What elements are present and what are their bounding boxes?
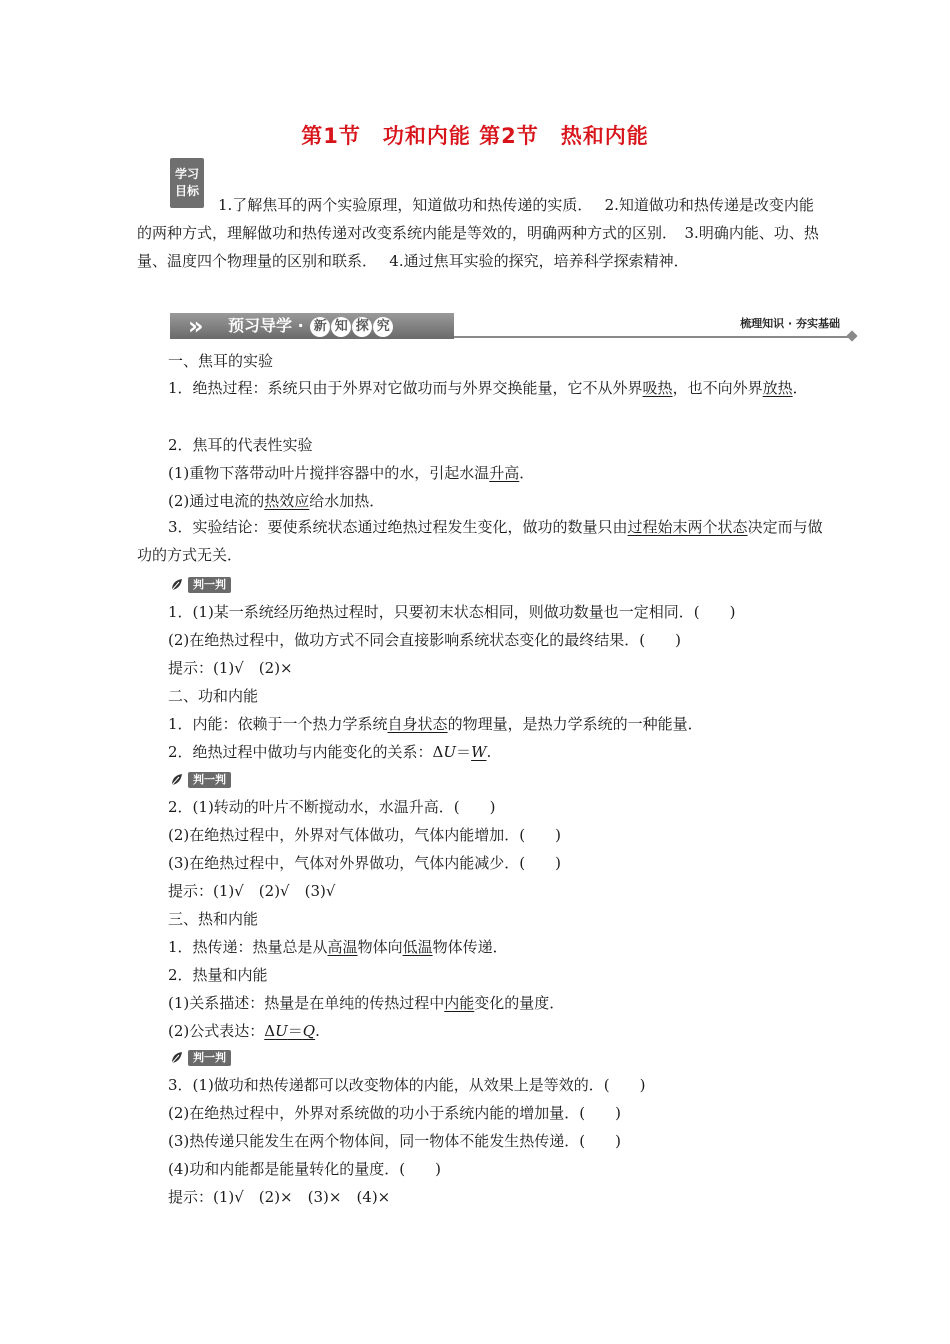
question: (3)在绝热过程中，气体对外界做功，气体内能减少．( ) <box>168 854 561 872</box>
leaf-icon <box>170 1051 184 1065</box>
answer-blank: 过程始末两个状态 <box>627 518 748 536</box>
paragraph: 2．焦耳的代表性实验 <box>168 436 313 454</box>
paragraph: 2．热量和内能 <box>168 966 268 984</box>
double-chevron-icon: » <box>188 312 204 340</box>
question: (4)功和内能都是能量转化的量度．( ) <box>168 1160 441 1178</box>
question: (2)在绝热过程中，做功方式不同会直接影响系统状态变化的最终结果．( ) <box>168 631 681 649</box>
banner-label: 预习导学 · 新 知 探 究 <box>228 313 393 339</box>
question: 3．(1)做功和热传递都可以改变物体的内能，从效果上是等效的．( ) <box>168 1076 646 1094</box>
section-banner <box>170 311 860 341</box>
learning-objectives: 1.了解焦耳的两个实验原理，知道做功和热传递的实质． 2.知道做功和热传递是改变内能的两种方式，理解做功和热传递对改变系统内能是等效的，明确两种方式的区别． 3.明确内能、功、热量、温度四个物理量的区别和联系． 4.通过焦耳实验的探究，培养科学探索精神． <box>137 196 819 270</box>
paragraph: (1)关系描述：热量是在单纯的传热过程中内能变化的量度． <box>168 994 565 1012</box>
paragraph: 2．绝热过程中做功与内能变化的关系：ΔU＝W. <box>168 743 492 761</box>
judge-label: 判一判 <box>188 1050 231 1066</box>
section-heading: 三、热和内能 <box>168 910 259 928</box>
answer-blank: ΔU＝Q <box>264 1022 316 1040</box>
hint: 提示：(1)√ (2)√ (3)√ <box>168 882 336 900</box>
question: 2．(1)转动的叶片不断搅动水，水温升高．( ) <box>168 798 496 816</box>
question: (3)热传递只能发生在两个物体间，同一物体不能发生热传递．( ) <box>168 1132 621 1150</box>
judge-tag <box>170 771 231 788</box>
banner-pill: 新 <box>310 317 330 337</box>
diamond-icon <box>846 330 857 341</box>
paragraph: 1．绝热过程：系统只由于外界对它做功而与外界交换能量，它不从外界吸热，也不向外界放热． <box>168 379 808 397</box>
page-title: 第1节 功和内能 第2节 热和内能 <box>301 124 649 148</box>
banner-pill: 知 <box>331 317 351 337</box>
answer-blank: 热效应 <box>264 492 310 510</box>
paragraph: (1)重物下落带动叶片搅拌容器中的水，引起水温升高． <box>168 464 535 482</box>
section-heading: 二、功和内能 <box>168 687 259 705</box>
paragraph: (2)公式表达：ΔU＝Q. <box>168 1022 320 1040</box>
leaf-icon <box>170 773 184 787</box>
question: (2)在绝热过程中，外界对系统做的功小于系统内能的增加量．( ) <box>168 1104 621 1122</box>
answer-blank: 内能 <box>444 994 475 1012</box>
judge-tag <box>170 576 231 593</box>
judge-label: 判一判 <box>188 772 231 788</box>
question: 1．(1)某一系统经历绝热过程时，只要初末状态相同，则做功数量也一定相同．( ) <box>168 603 736 621</box>
judge-tag <box>170 1049 231 1066</box>
banner-pill: 究 <box>373 317 393 337</box>
answer-blank: 高温 <box>327 938 358 956</box>
answer-blank: 放热 <box>762 379 793 397</box>
hint: 提示：(1)√ (2)× <box>168 659 293 677</box>
answer-blank: 升高 <box>489 464 520 482</box>
paragraph: 1．热传递：热量总是从高温物体向低温物体传递． <box>168 938 508 956</box>
banner-divider <box>454 336 852 338</box>
banner-pill: 探 <box>352 317 372 337</box>
answer-blank: 自身状态 <box>387 715 448 733</box>
paragraph: 1．内能：依赖于一个热力学系统自身状态的物理量，是热力学系统的一种能量． <box>168 715 703 733</box>
badge-line-2: 目标 <box>174 184 199 198</box>
section-heading: 一、焦耳的实验 <box>168 352 274 370</box>
badge-line-1: 学习 <box>174 167 199 181</box>
answer-blank: 低温 <box>402 938 433 956</box>
leaf-icon <box>170 578 184 592</box>
banner-subtitle: 梳理知识 · 夯实基础 <box>740 317 840 330</box>
question: (2)在绝热过程中，外界对气体做功，气体内能增加．( ) <box>168 826 561 844</box>
paragraph: 3．实验结论：要使系统状态通过绝热过程发生变化，做功的数量只由过程始末两个状态决定而与做功的方式无关． <box>137 518 823 564</box>
answer-blank: 吸热 <box>642 379 673 397</box>
answer-blank: W <box>471 743 487 761</box>
hint: 提示：(1)√ (2)× (3)× (4)× <box>168 1188 391 1206</box>
paragraph: (2)通过电流的热效应给水加热． <box>168 492 385 510</box>
banner-bar <box>170 313 454 339</box>
judge-label: 判一判 <box>188 577 231 593</box>
